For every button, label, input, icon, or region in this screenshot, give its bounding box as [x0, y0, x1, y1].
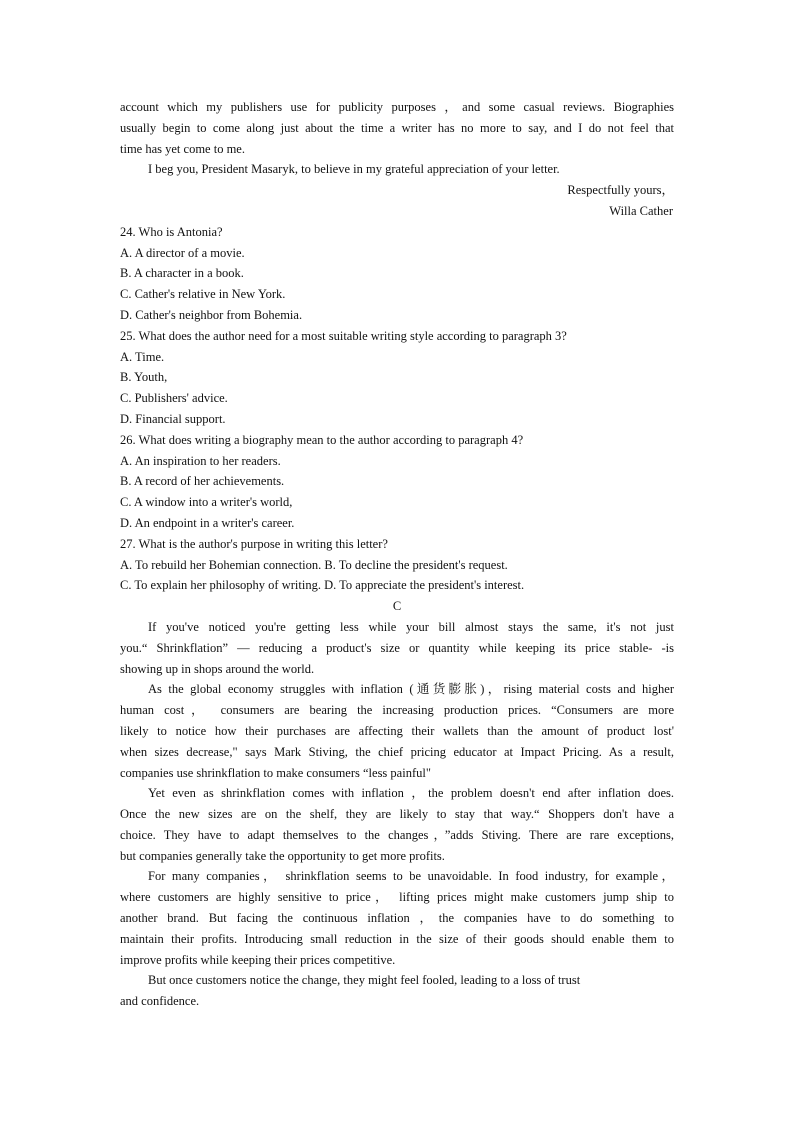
- text-line: human cost， consumers are bearing the increasing production prices. “Consumers are more: [120, 703, 674, 718]
- answer-option: A. An inspiration to her readers.: [120, 453, 281, 468]
- text-line: But once customers notice the change, they might feel fooled, leading to a loss of trust: [148, 973, 581, 988]
- passage-heading: C: [392, 599, 402, 614]
- answer-option: B. Youth,: [120, 370, 168, 385]
- text-line: As the global economy struggles with inflation (通货膨胀)，rising material costs and higher: [148, 682, 674, 697]
- question-24: [120, 222, 674, 326]
- text-line: but companies generally take the opportunity to get more profits.: [120, 848, 445, 863]
- question-25: [120, 326, 674, 430]
- answer-option: D. An endpoint in a writer's career.: [120, 515, 295, 530]
- text-line: account which my publishers use for publicity purposes ，and some casual reviews. Biographies: [120, 100, 674, 114]
- answer-option: B. A character in a book.: [120, 266, 244, 281]
- text-line: usually begin to come along just about the time a writer has no more to say, and I do not feel that: [120, 120, 674, 135]
- passage-paragraph-5: [120, 970, 674, 1012]
- passage-paragraph-1: [120, 617, 674, 679]
- text-line: choice. They have to adapt themselves to the changes，”adds Stiving. There are rare exceptions,: [120, 827, 674, 842]
- letter-signature: Willa Cather: [609, 203, 673, 218]
- text-line: If you've noticed you're getting less while your bill almost stays the same, it's not just: [148, 619, 674, 634]
- passage-paragraph-3: [120, 783, 674, 866]
- letter-closing-paragraph: I beg you, President Masaryk, to believe in my grateful appreciation of your letter.: [148, 162, 560, 177]
- letter-closing: Respectfully yours，: [567, 183, 674, 198]
- text-line: you.“ Shrinkflation” — reducing a product's size or quantity while keeping its price stable- -is: [120, 640, 674, 655]
- answer-option: A. Time.: [120, 349, 165, 364]
- answer-option: C. Cather's relative in New York.: [120, 287, 286, 302]
- text-line: For many companies， shrinkflation seems to be unavoidable. In food industry, for example，: [148, 869, 674, 884]
- question-26: [120, 430, 674, 534]
- question-stem: 27. What is the author's purpose in writing this letter?: [120, 536, 388, 551]
- text-line: Yet even as shrinkflation comes with inflation ，the problem doesn't end after inflation does.: [148, 786, 674, 801]
- text-line: and confidence.: [120, 994, 200, 1009]
- answer-option: B. A record of her achievements.: [120, 474, 285, 489]
- answer-option: D. Cather's neighbor from Bohemia.: [120, 307, 303, 322]
- answer-option: C. Publishers' advice.: [120, 391, 228, 406]
- text-line: likely to notice how their purchases are affecting their wallets than the amount of product lost': [120, 723, 674, 738]
- text-column: [120, 97, 674, 1012]
- text-line: improve profits while keeping their prices competitive.: [120, 952, 396, 967]
- question-27: [120, 534, 674, 596]
- question-stem: 24. Who is Antonia?: [120, 224, 223, 239]
- passage-paragraph-2: [120, 679, 674, 783]
- answer-option: D. Financial support.: [120, 411, 226, 426]
- text-line: when sizes decrease," says Mark Stiving, the chief pricing educator at Impact Pricing. As a result,: [120, 744, 674, 759]
- text-line: Once the new sizes are on the shelf, they are likely to stay that way.“ Shoppers don't have a: [120, 807, 674, 822]
- text-line: another brand. But facing the continuous inflation ，the companies have to do something to: [120, 911, 674, 926]
- text-line: time has yet come to me.: [120, 141, 245, 156]
- text-line: showing up in shops around the world.: [120, 661, 315, 676]
- text-line: companies use shrinkflation to make consumers “less painful": [120, 765, 431, 780]
- answer-option: A. A director of a movie.: [120, 245, 245, 260]
- text-line: where customers are highly sensitive to price， lifting prices might make customers jump ship to: [120, 890, 674, 905]
- text-line: maintain their profits. Introducing small reduction in the size of their goods should enable them to: [120, 931, 674, 946]
- answer-option-line: A. To rebuild her Bohemian connection. B. To decline the president's request.: [120, 557, 508, 572]
- letter-paragraph: [120, 97, 674, 159]
- question-stem: 25. What does the author need for a most suitable writing style according to paragraph 3?: [120, 328, 567, 343]
- answer-option-line: C. To explain her philosophy of writing. D. To appreciate the president's interest.: [120, 578, 525, 593]
- question-stem: 26. What does writing a biography mean to the author according to paragraph 4?: [120, 432, 524, 447]
- passage-paragraph-4: [120, 866, 674, 970]
- answer-option: C. A window into a writer's world,: [120, 495, 293, 510]
